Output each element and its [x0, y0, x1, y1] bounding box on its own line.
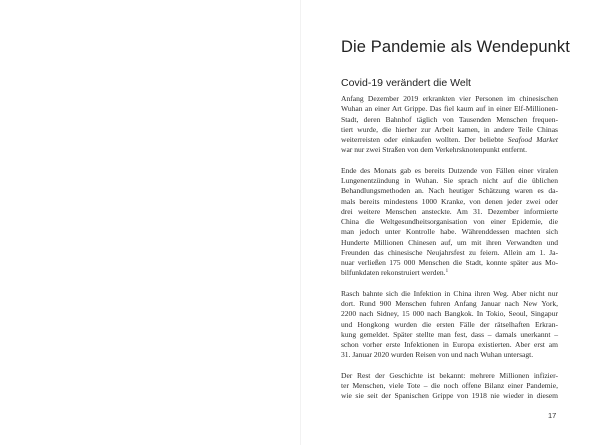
text-line: mals bereits mindestens 1000 Kranke, von denen jeder zwei oder [341, 196, 558, 206]
italic-term: Seafood Market [507, 135, 559, 144]
text-line: Anfang Dezember 2019 erkrankten vier Personen im chinesischen [341, 94, 558, 103]
text-line: Lungenentzündung in Wuhan. Sie sprach nicht auf die üblichen [341, 176, 558, 185]
text-line: schon vorher erste Infektionen in Europa existierten. Aber erst am [341, 340, 558, 349]
page-gutter [300, 0, 301, 445]
text-line: wie sie seit der Spanischen Grippe von 1918 nie wieder in diesem [341, 391, 558, 401]
paragraph-3 [341, 289, 558, 361]
text-line: Hunderte Millionen Chinesen auf, um mit ihren Verwandten und [341, 237, 558, 247]
text-line: kung gemeldet. Später stellte man fest, dass – damals unerkannt – [341, 329, 558, 339]
text-line: 31. Januar 2020 wurden Reisen von und nach Wuhan untersagt. [341, 350, 534, 360]
text-line: China die Weltgesundheitsorganisation von einer Epidemie, die [341, 217, 558, 226]
paragraph-4 [341, 371, 558, 402]
text-line: ter Menschen, viele Tote – die noch offene Bilanz einer Pandemie, [341, 381, 558, 390]
text-line: Ende des Monats gab es bereits Dutzende von Fällen einer viralen [341, 165, 558, 175]
text-line: dort. Rund 900 Menschen fuhren Anfang Januar nach New York, [341, 299, 558, 308]
text-line [341, 268, 558, 278]
text-line: Der Rest der Geschichte ist bekannt: mehrere Millionen infizier- [341, 370, 558, 380]
text-line: drei weitere Menschen ansteckte. Am 31. Dezember informierte [341, 206, 558, 216]
text-line: 2200 nach Sidney, 15 000 nach Bangkok. In Tokio, Seoul, Singapur [341, 309, 558, 319]
text-line [341, 135, 558, 145]
page-number: 17 [548, 411, 557, 420]
text-line: und Hongkong wurden die ersten Fälle der rätselhaften Erkran- [341, 319, 558, 329]
text-line: war nur zwei Straßen von dem Verkehrsknotenpunkt entfernt. [341, 145, 527, 155]
text-line: Stadt, deren Bahnhof täglich von Tausenden Menschen frequen- [341, 114, 558, 124]
text-fragment: bilfunkdaten rekonstruiert werden. [341, 268, 446, 278]
text-line: Freunden das chinesische Neujahrsfest zu feiern. Allein am 1. Ja- [341, 247, 558, 257]
section-title: Covid-19 verändert die Welt [341, 77, 471, 89]
text-line: Behandlungsmethoden an. Nach heutiger Schätzung waren es da- [341, 186, 558, 196]
body-text [341, 94, 558, 402]
paragraph-1 [341, 94, 558, 156]
chapter-title: Die Pandemie als Wendepunkt [341, 38, 570, 56]
text-line: tiert wurde, die hierher zur Arbeit kamen, in andere Teile Chinas [341, 124, 558, 134]
text-line: man jedoch unter Kontrolle habe. Währenddessen machten sich [341, 227, 558, 237]
footnote-marker: 1 [445, 269, 449, 275]
paragraph-2 [341, 166, 558, 279]
text-line: Rasch bahnte sich die Infektion in China ihren Weg. Aber nicht nur [341, 288, 558, 298]
text-line: nuar verließen 175 000 Menschen die Stadt, konnte später aus Mo- [341, 258, 558, 267]
text-line: Wuhan an einer Art Grippe. Das fiel kaum auf in einer Elf-Millionen- [341, 104, 558, 114]
text-fragment: weiterreisten oder einkaufen wollten. Der beliebte [341, 135, 504, 144]
